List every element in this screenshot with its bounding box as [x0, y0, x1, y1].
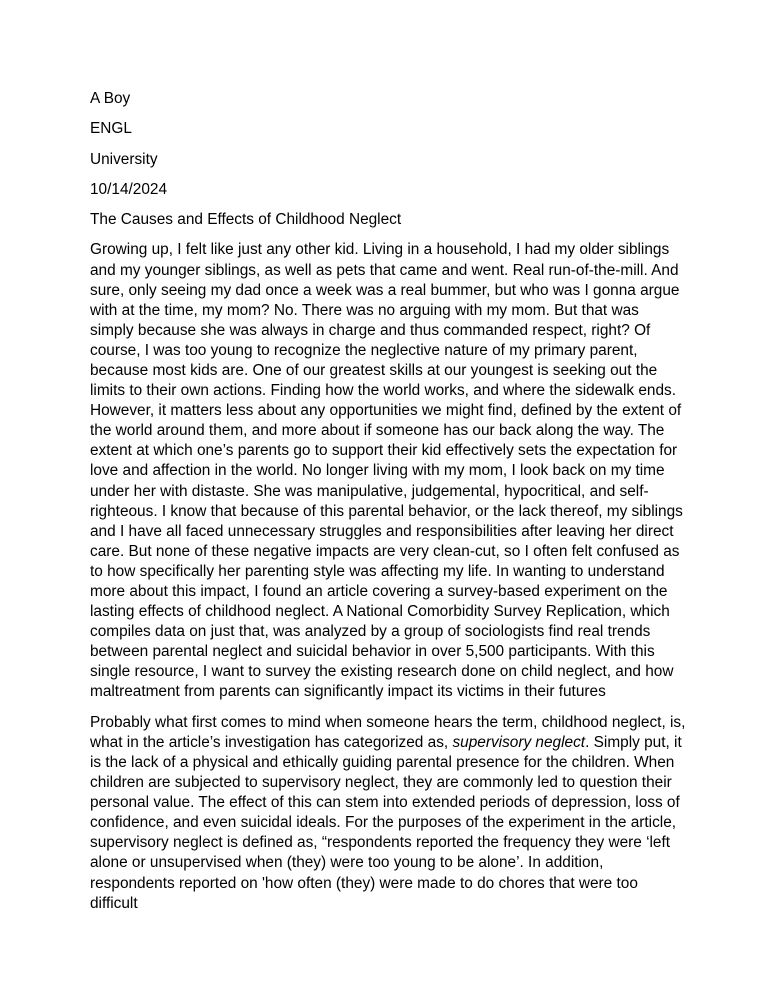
paragraph-2 — [90, 713, 686, 914]
institution-name: University — [90, 150, 158, 168]
course-name: ENGL — [90, 120, 132, 138]
essay-title: The Causes and Effects of Childhood Neglect — [90, 211, 402, 229]
paragraph-2-emphasis: supervisory neglect — [452, 733, 586, 751]
paragraph-2-text-end: . Simply put, it is the lack of a physical and ethically guiding parental presence for the children. When children are subjected to supervisory neglect, they are commonly led to question their personal value. The effect of this can stem into extended periods of depression, loss of confidence, and even suicidal ideals. For the purposes of the experiment in the article, supervisory neglect is defined as, “respondents reported the frequency they were ‘left alone or unsupervised when (they) were too young to be alone’. In addition, respondents reported on 'how often (they) were made to do chores that were too difficult — [90, 733, 682, 912]
paragraph-2-text-start: Probably what first comes to mind when someone hears the term, childhood neglect, is, what in the article’s investigation has categorized as, — [90, 713, 686, 751]
essay-date: 10/14/2024 — [90, 180, 168, 198]
document-body — [90, 89, 686, 924]
author-name: A Boy — [90, 90, 131, 107]
paragraph-1: Growing up, I felt like just any other kid. Living in a household, I had my older siblings and my younger siblings, as well as pets that came and went. Real run-of-the-mill. And sure, only seeing my dad once a week was a real bummer, but who was I gonna argue with at the time, my mom? No. There was no arguing with my mom. But that was simply because she was always in charge and thus commanded respect, right? Of course, I was too young to recognize the neglective nature of my primary parent, because most kids are. One of our greatest skills at our youngest is seeking out the limits to their own actions. Finding how the world works, and where the sidewalk ends. However, it matters less about any opportunities we might find, defined by the extent of the world around them, and more about if someone has our back along the way. The extent at which one’s parents go to support their kid effectively sets the expectation for love and affection in the world. No longer living with my mom, I look back on my time under her with distaste. She was manipulative, judgemental, hypocritical, and self-righteous. I know that because of this parental behavior, or the lack thereof, my siblings and I have all faced unnecessary struggles and responsibilities after leaving her direct care. But none of these negative impacts are very clean-cut, so I often felt confused as to how specifically her parenting style was affecting my life. In wanting to understand more about this impact, I found an article covering a survey-based experiment on the lasting effects of childhood neglect. A National Comorbidity Survey Replication, which compiles data on just that, was analyzed by a group of sociologists find real trends between parental neglect and suicidal behavior in over 5,500 participants. With this single resource, I want to survey the existing research done on child neglect, and how maltreatment from parents can significantly impact its victims in their futures — [90, 241, 683, 701]
